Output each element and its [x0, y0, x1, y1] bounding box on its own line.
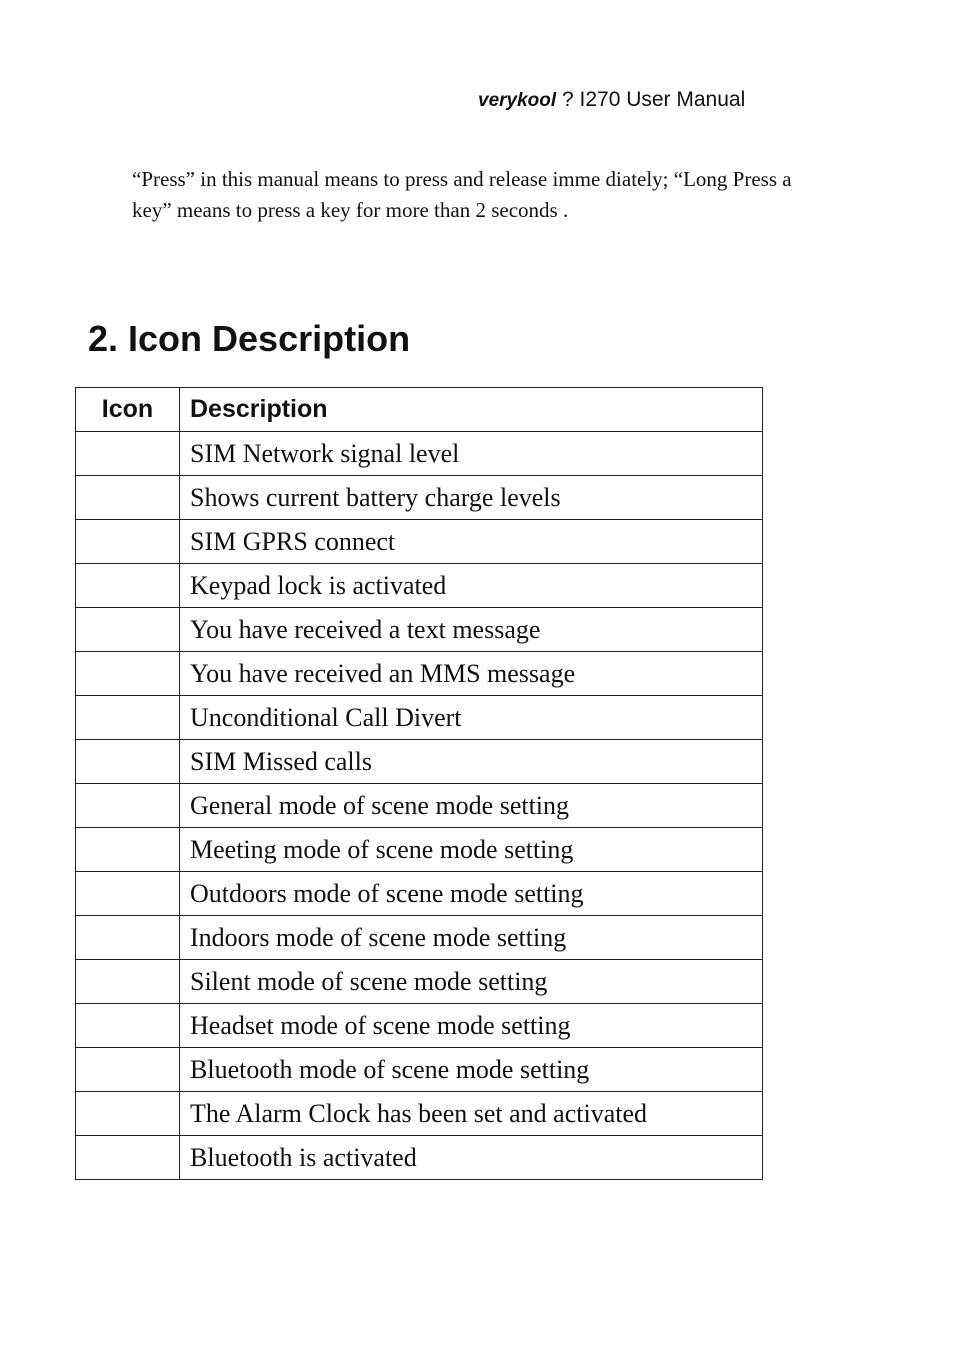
description-cell: Silent mode of scene mode setting: [180, 960, 763, 1004]
icon-cell: [76, 608, 180, 652]
table-row: [76, 520, 763, 564]
brand-name: verykool: [478, 90, 557, 111]
description-cell: The Alarm Clock has been set and activated: [180, 1092, 763, 1136]
description-cell: Bluetooth is activated: [180, 1136, 763, 1180]
icon-cell: [76, 916, 180, 960]
description-cell: Headset mode of scene mode setting: [180, 1004, 763, 1048]
table-row: [76, 784, 763, 828]
table-row: [76, 1136, 763, 1180]
table-row: [76, 916, 763, 960]
table-row: [76, 476, 763, 520]
description-cell: Meeting mode of scene mode setting: [180, 828, 763, 872]
description-cell: General mode of scene mode setting: [180, 784, 763, 828]
intro-paragraph: “Press” in this manual means to press and release imme diately; “Long Press a key” means to press a key for more than 2 seconds .: [132, 167, 792, 222]
description-cell: You have received an MMS message: [180, 652, 763, 696]
table-row: [76, 1004, 763, 1048]
description-cell: Unconditional Call Divert: [180, 696, 763, 740]
description-cell: Indoors mode of scene mode setting: [180, 916, 763, 960]
icon-cell: [76, 1092, 180, 1136]
description-cell: Shows current battery charge levels: [180, 476, 763, 520]
table-row: [76, 740, 763, 784]
table-row: [76, 564, 763, 608]
icon-cell: [76, 696, 180, 740]
table-row: [76, 960, 763, 1004]
icon-cell: [76, 564, 180, 608]
table-row: [76, 828, 763, 872]
table-header-row: [76, 388, 763, 432]
icon-cell: [76, 784, 180, 828]
icon-cell: [76, 960, 180, 1004]
icon-cell: [76, 1048, 180, 1092]
column-header-description: Description: [180, 388, 763, 432]
description-cell: Keypad lock is activated: [180, 564, 763, 608]
table-row: [76, 1048, 763, 1092]
table-row: [76, 872, 763, 916]
icon-description-table: [75, 387, 763, 1180]
icon-cell: [76, 1136, 180, 1180]
table-row: [76, 608, 763, 652]
icon-cell: [76, 520, 180, 564]
page-header: [478, 88, 745, 112]
section-title: 2. Icon Description: [88, 318, 411, 359]
table-row: [76, 1092, 763, 1136]
manual-title: ? I270 User Manual: [556, 88, 746, 111]
icon-cell: [76, 872, 180, 916]
table-row: [76, 432, 763, 476]
description-cell: SIM GPRS connect: [180, 520, 763, 564]
table-row: [76, 696, 763, 740]
description-cell: Bluetooth mode of scene mode setting: [180, 1048, 763, 1092]
icon-cell: [76, 740, 180, 784]
description-cell: SIM Network signal level: [180, 432, 763, 476]
icon-cell: [76, 432, 180, 476]
icon-cell: [76, 828, 180, 872]
description-cell: SIM Missed calls: [180, 740, 763, 784]
icon-cell: [76, 652, 180, 696]
icon-cell: [76, 1004, 180, 1048]
icon-cell: [76, 476, 180, 520]
column-header-icon: Icon: [76, 388, 180, 432]
table-row: [76, 652, 763, 696]
description-cell: You have received a text message: [180, 608, 763, 652]
description-cell: Outdoors mode of scene mode setting: [180, 872, 763, 916]
